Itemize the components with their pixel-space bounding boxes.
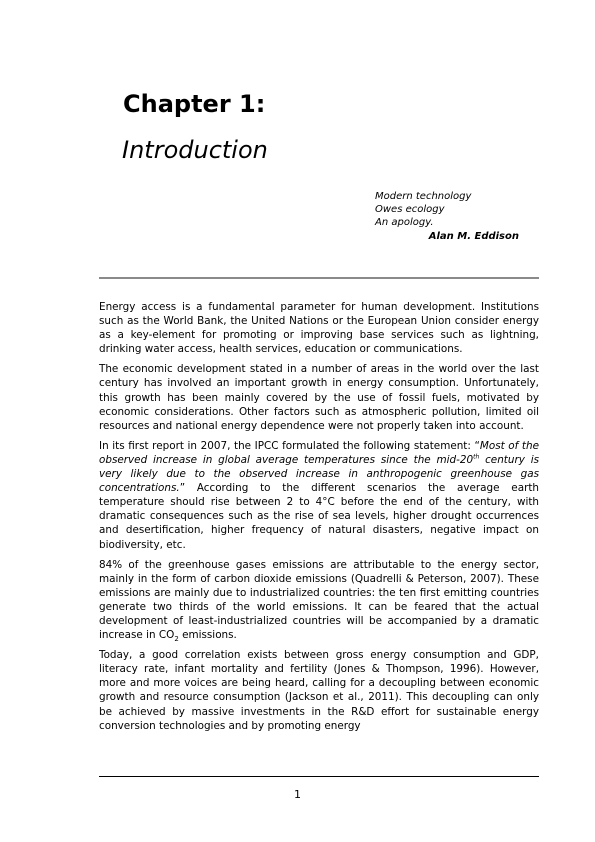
paragraph-text: In its first report in 2007, the IPCC formulated the following statement: “ — [99, 439, 480, 452]
page-number: 1 — [294, 788, 301, 801]
chapter-title: Introduction — [122, 136, 268, 164]
epigraph-line: Modern technology — [375, 191, 472, 202]
paragraph — [99, 558, 539, 643]
superscript: th — [473, 453, 480, 461]
paragraph: Today, a good correlation exists between gross energy consumption and GDP, literacy rate, infant mortality and fertility (Jones & Thompson, 1996). However, more and more voices are being heard, calling for a decoupling between economic growth and resource consumption (Jackson et al., 2011). This decoupling can only be achieved by massive investments in the R&D effort for sustainable energy conversion technologies and by promoting energy — [99, 649, 539, 732]
paragraph: Energy access is a fundamental parameter for human development. Institutions such as the World Bank, the United Nations or the European Union consider energy as a key-element for promoting or improving base services such as lightning, drinking water access, health services, education or communications. — [99, 301, 539, 356]
footer-divider — [99, 776, 539, 777]
epigraph-author: Alan M. Eddison — [428, 231, 519, 242]
paragraph: The economic development stated in a number of areas in the world over the last century has involved an important growth in energy consumption. Unfortunately, this growth has been mainly covered by the use of fossil fuels, motivated by economic considerations. Other factors such as atmospheric pollution, limited oil resources and national energy dependence were not properly taken into account. — [99, 363, 539, 432]
header-divider — [99, 277, 539, 279]
paragraph-text: 84% of the greenhouse gases emissions are attributable to the energy sector, mainly in the form of carbon dioxide emissions (Quadrelli & Peterson, 2007). These emissions are mainly due to industrialized countries: the ten first emitting countries generate two thirds of the world emissions. It can be feared that the actual development of least-industrialized countries will be accompanied by a dramatic increase in CO — [99, 558, 539, 642]
paragraph — [99, 439, 539, 552]
epigraph-line: An apology. — [375, 217, 434, 228]
paragraph-text: emissions. — [178, 629, 237, 642]
body-text — [99, 300, 539, 739]
epigraph — [375, 190, 535, 243]
paragraph-text: ” According to the different scenarios the average earth temperature should rise between 2 to 4°C before the end of the century, with dramatic consequences such as the rise of sea levels, higher drought occurrences and desertification, higher frequency of natural disasters, negative impact on biodiversity, etc. — [99, 482, 539, 551]
subscript: 2 — [174, 635, 179, 644]
epigraph-line: Owes ecology — [375, 204, 445, 215]
ipcc-quote: century is very likely due to the observed increase in anthropogenic greenhouse gas concentrations. — [99, 453, 539, 495]
chapter-number-heading: Chapter 1: — [123, 90, 266, 118]
ipcc-quote: Most of the observed increase in global average temperatures since the mid-20 — [99, 439, 539, 466]
